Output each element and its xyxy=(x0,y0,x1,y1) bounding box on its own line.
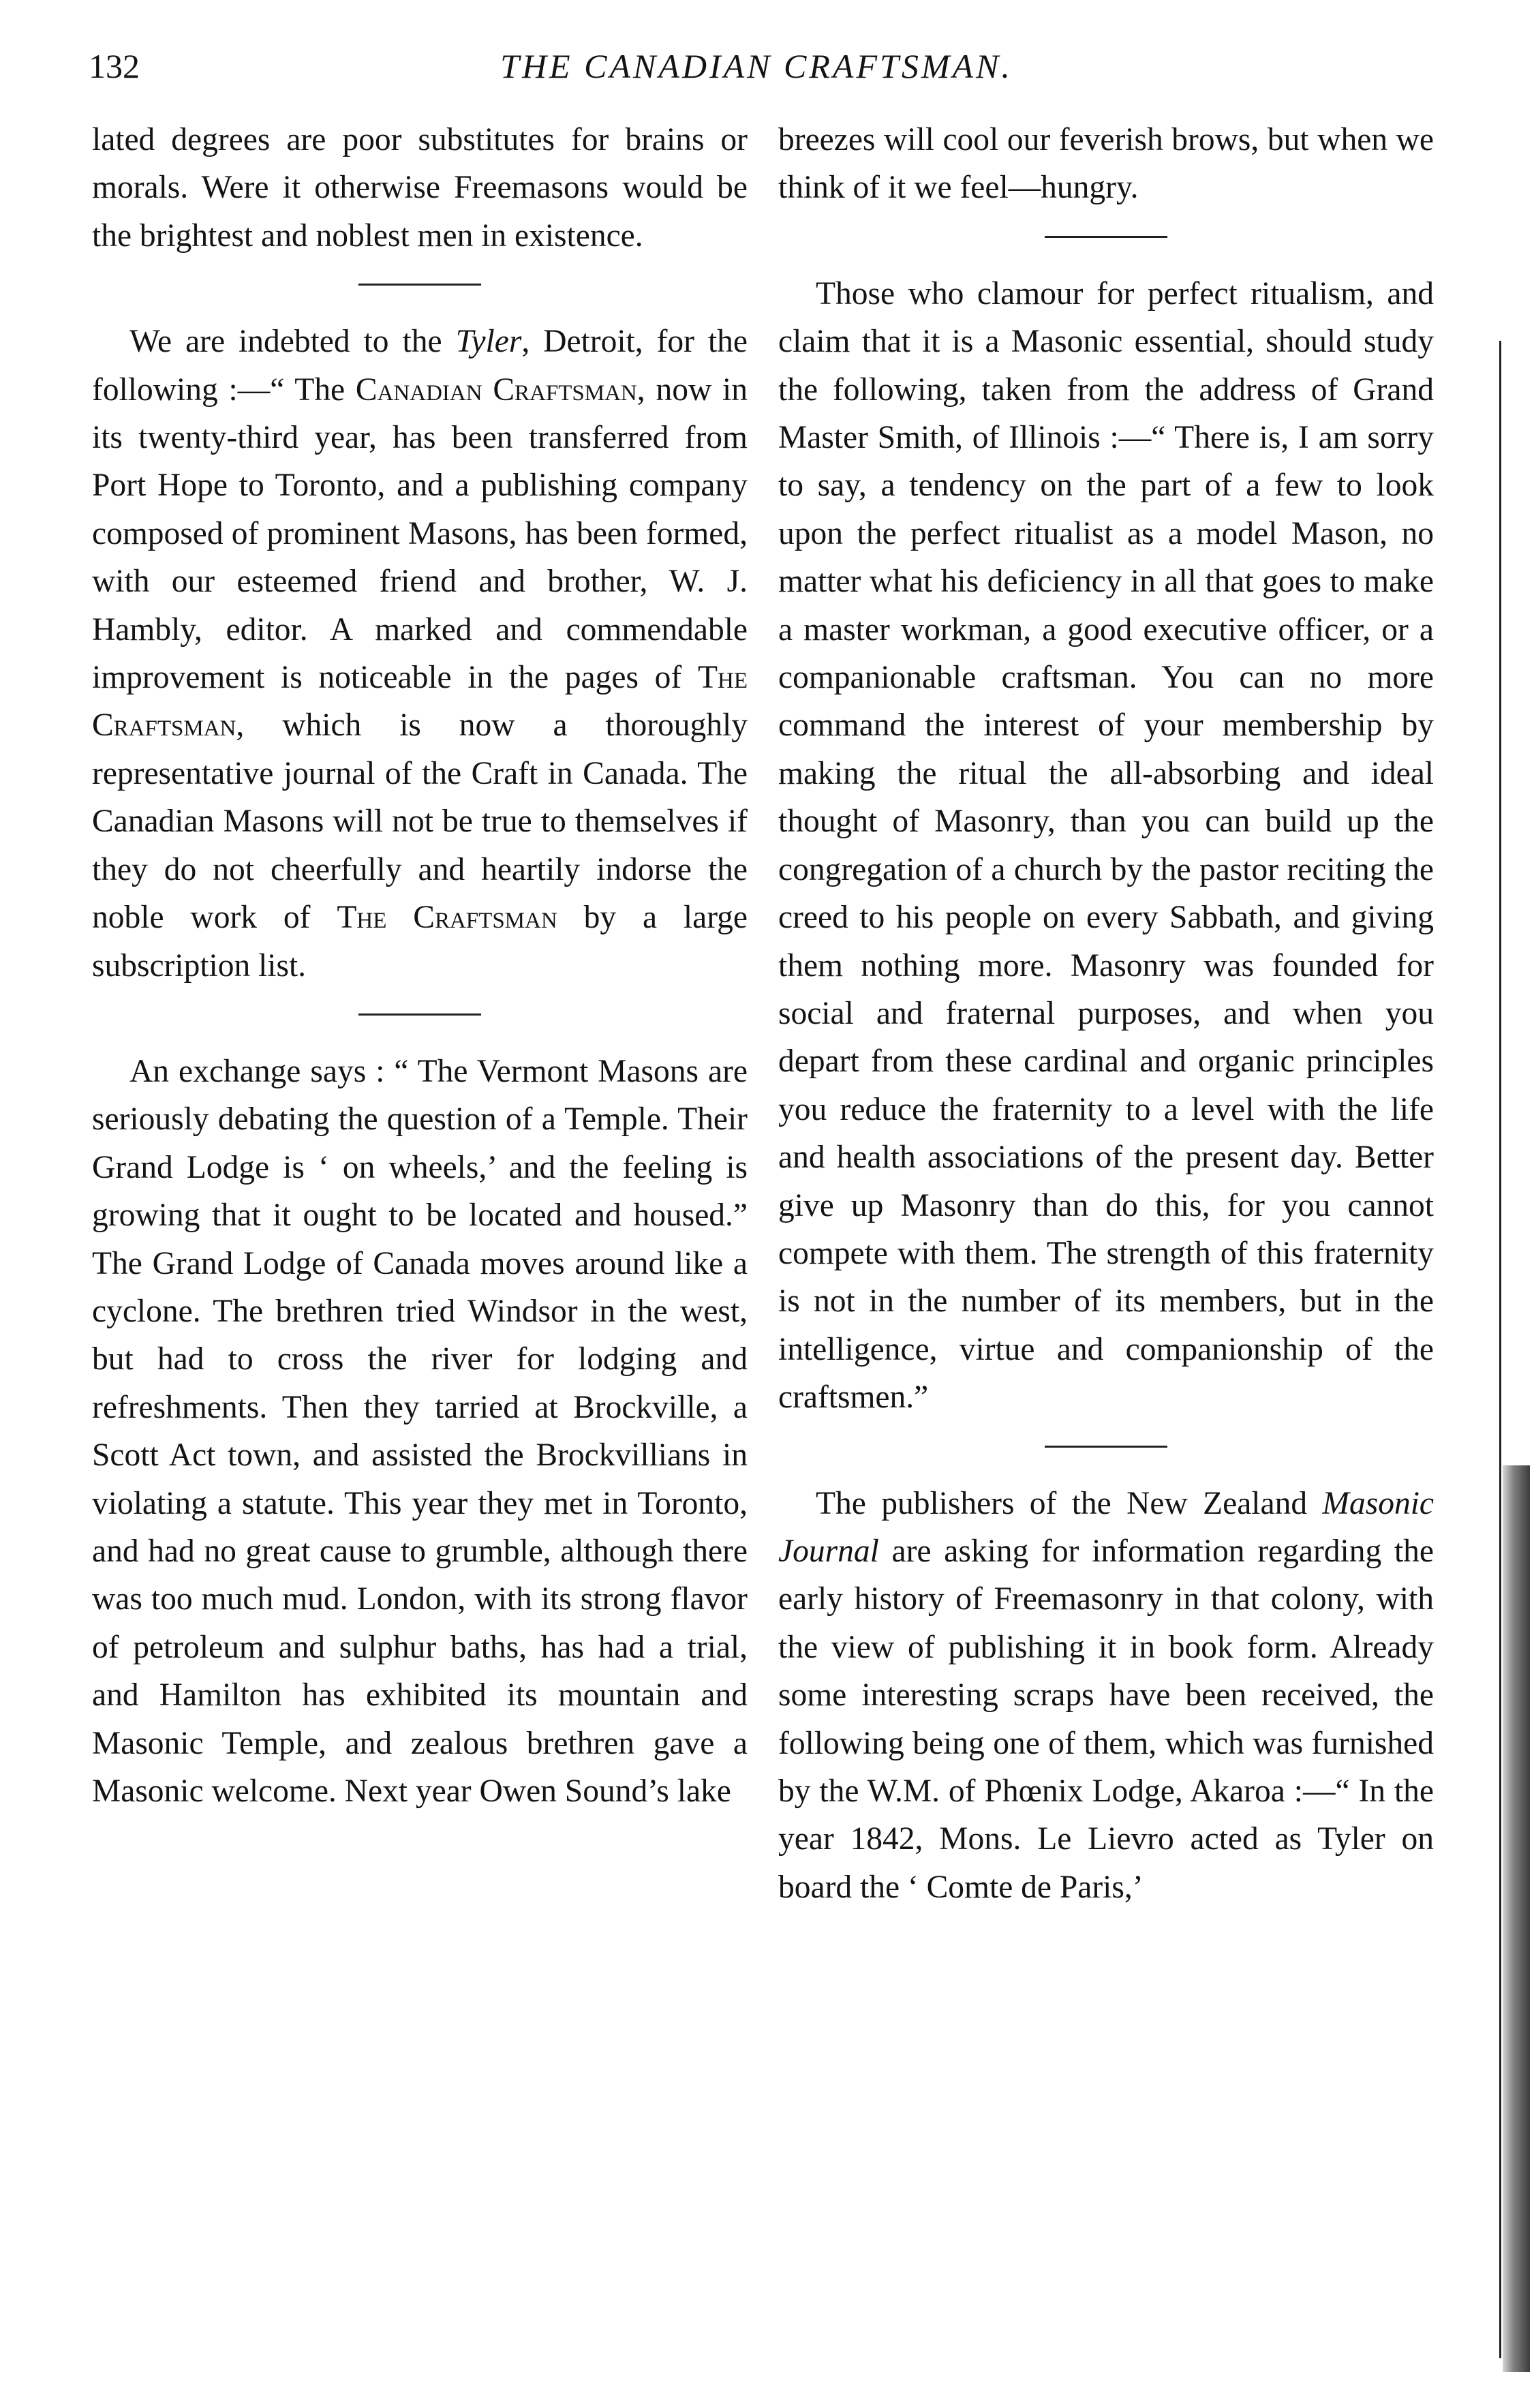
text-run: We are indebted to the xyxy=(129,324,456,360)
left-paragraph-2 xyxy=(92,318,748,990)
scan-edge-shadow xyxy=(1503,1465,1530,2372)
right-column xyxy=(778,116,1434,1911)
text-run: are asking for information regarding the early history of Freemasonry in that colony, with the view of publishing it in book form. Already some interesting scraps have been received, the following being one of them, which was furnished by the W.M. of Phœnix Lodge, Akaroa :—“ In the year 1842, Mons. Le Lievro acted as Tyler on board the ‘ Comte de Paris,’ xyxy=(778,1533,1434,1905)
section-divider xyxy=(1045,236,1167,238)
section-divider xyxy=(358,1014,481,1016)
text-run: by a large subscription list. xyxy=(92,900,748,984)
text-run: , which is now a thoroughly representative journal of the Craft in Canada. The Canadian Masons will not be true to themselves if they do not cheerfully and heartily indorse the noble work of xyxy=(92,707,748,936)
section-divider xyxy=(1045,1446,1167,1448)
text-run: , now in its twenty-third year, has been transferred from Port Hope to Toronto, and a publishing company composed of prominent Masons, has been formed, with our esteemed friend and brother, W. J. Hambly, editor. A marked and commendable improvement is noticeable in the pages of xyxy=(92,371,748,696)
page-header xyxy=(89,41,1424,102)
right-paragraph-2: Those who clamour for perfect ritualism, and claim that it is a Masonic essential, should study the following, taken from the address of Grand Master Smith, of Illinois :—“ There is, I am sorry to say, a tendency on the part of a few to look upon the perfect ritualist as a model Mason, no matter what his deficiency in all that goes to make a master workman, a good executive officer, or a companionable craftsman. You can no more command the interest of your membership by making the ritual the all-absorbing and ideal thought of Masonry, than you can build up the congregation of a church by the pastor reciting the creed to his people on every Sabbath, and giving them nothing more. Masonry was founded for social and fraternal purposes, and when you depart from these cardinal and organic principles you reduce the fraternity to a level with the life and health associations of the present day. Better give up Masonry than do this, for you cannot compete with them. The strength of this fraternity is not in the number of its members, but in the intelligence, virtue and companionship of the craftsmen.” xyxy=(778,275,1434,1416)
section-divider xyxy=(358,284,481,286)
right-paragraph-3 xyxy=(778,1480,1434,1912)
running-title: THE CANADIAN CRAFTSMAN. xyxy=(500,47,1013,85)
right-paragraph-1: breezes will cool our feverish brows, but when we think of it we feel—hungry. xyxy=(778,122,1434,206)
page-edge-rule xyxy=(1499,341,1501,2358)
periodical-name: Masonic Journal xyxy=(778,1485,1434,1569)
periodical-name: The Craftsman xyxy=(337,900,557,936)
periodical-name: Canadian Craftsman xyxy=(355,371,637,408)
left-paragraph-3: An exchange says : “ The Vermont Masons are seriously debating the question of a Temple. Their Grand Lodge is ‘ on wheels,’ and the feeling is growing that it ought to be located and housed.” The Grand Lodge of Canada moves around like a cyclone. The brethren tried Windsor in the west, but had to cross the river for lodging and refreshments. Then they tarried at Brockville, a Scott Act town, and assisted the Brockvillians in violating a statute. This year they met in Toronto, and had no great cause to grumble, although there was too much mud. London, with its strong flavor of petroleum and sulphur baths, has had a trial, and Hamilton has exhibited its mountain and Masonic Temple, and zealous brethren gave a Masonic welcome. Next year Owen Sound’s lake xyxy=(92,1053,748,1809)
left-column xyxy=(92,116,748,1815)
text-run: , Detroit, for the following :—“ The xyxy=(92,324,748,408)
page-number: 132 xyxy=(89,47,140,85)
left-paragraph-1: lated degrees are poor substitutes for brains or morals. Were it otherwise Freemasons would be the brightest and noblest men in existence. xyxy=(92,122,748,254)
periodical-name: Tyler xyxy=(455,324,522,360)
periodical-name: The Craftsman xyxy=(92,660,748,744)
text-run: The publishers of the New Zealand xyxy=(816,1485,1323,1521)
